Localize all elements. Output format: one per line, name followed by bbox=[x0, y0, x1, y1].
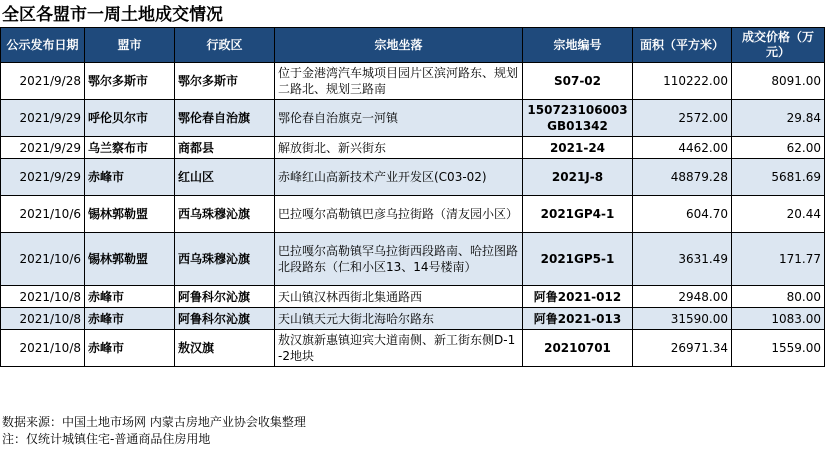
cell-location: 天山镇汉林西街北集通路西 bbox=[275, 286, 523, 308]
cell-price: 8091.00 bbox=[732, 63, 825, 100]
cell-location: 位于金港湾汽车城项目园片区滨河路东、规划二路北、规划三路南 bbox=[275, 63, 523, 100]
land-transactions-table bbox=[0, 27, 825, 367]
cell-date: 2021/9/28 bbox=[1, 63, 85, 100]
cell-price: 20.44 bbox=[732, 196, 825, 233]
cell-city: 锡林郭勒盟 bbox=[85, 233, 175, 286]
table-row bbox=[1, 159, 825, 196]
cell-code: 20210701 bbox=[523, 330, 633, 367]
cell-city: 赤峰市 bbox=[85, 286, 175, 308]
cell-district: 商都县 bbox=[175, 137, 275, 159]
cell-city: 呼伦贝尔市 bbox=[85, 100, 175, 137]
cell-area: 4462.00 bbox=[633, 137, 732, 159]
table-header-row bbox=[1, 28, 825, 63]
cell-location: 解放街北、新兴街东 bbox=[275, 137, 523, 159]
cell-price: 80.00 bbox=[732, 286, 825, 308]
cell-price: 29.84 bbox=[732, 100, 825, 137]
data-source-note: 数据来源：中国土地市场网 内蒙古房地产业协会收集整理 bbox=[2, 415, 306, 429]
cell-city: 赤峰市 bbox=[85, 308, 175, 330]
cell-area: 2572.00 bbox=[633, 100, 732, 137]
cell-district: 阿鲁科尔沁旗 bbox=[175, 308, 275, 330]
cell-area: 3631.49 bbox=[633, 233, 732, 286]
cell-city: 鄂尔多斯市 bbox=[85, 63, 175, 100]
cell-location: 鄂伦春自治旗克一河镇 bbox=[275, 100, 523, 137]
cell-code: 2021J-8 bbox=[523, 159, 633, 196]
footnote: 注：仅统计城镇住宅-普通商品住房用地 bbox=[2, 432, 211, 446]
cell-code: 2021-24 bbox=[523, 137, 633, 159]
cell-area: 604.70 bbox=[633, 196, 732, 233]
cell-district: 鄂尔多斯市 bbox=[175, 63, 275, 100]
cell-city: 赤峰市 bbox=[85, 159, 175, 196]
cell-date: 2021/10/8 bbox=[1, 308, 85, 330]
page-title: 全区各盟市一周土地成交情况 bbox=[2, 5, 223, 25]
header-date: 公示发布日期 bbox=[1, 28, 85, 63]
cell-area: 31590.00 bbox=[633, 308, 732, 330]
cell-price: 5681.69 bbox=[732, 159, 825, 196]
cell-district: 鄂伦春自治旗 bbox=[175, 100, 275, 137]
table-row bbox=[1, 233, 825, 286]
cell-district: 西乌珠穆沁旗 bbox=[175, 233, 275, 286]
table-row bbox=[1, 196, 825, 233]
cell-code: 阿鲁2021-013 bbox=[523, 308, 633, 330]
cell-code: 2021GP5-1 bbox=[523, 233, 633, 286]
cell-date: 2021/10/8 bbox=[1, 286, 85, 308]
header-location: 宗地坐落 bbox=[275, 28, 523, 63]
cell-area: 2948.00 bbox=[633, 286, 732, 308]
header-district: 行政区 bbox=[175, 28, 275, 63]
cell-location: 巴拉嘎尔高勒镇罕乌拉街西段路南、哈拉图路北段路东（仁和小区13、14号楼南） bbox=[275, 233, 523, 286]
cell-location: 天山镇天元大街北海哈尔路东 bbox=[275, 308, 523, 330]
cell-location: 敖汉旗新惠镇迎宾大道南侧、新工街东侧D-1-2地块 bbox=[275, 330, 523, 367]
cell-city: 乌兰察布市 bbox=[85, 137, 175, 159]
cell-date: 2021/10/6 bbox=[1, 196, 85, 233]
cell-district: 红山区 bbox=[175, 159, 275, 196]
table-row bbox=[1, 286, 825, 308]
cell-price: 1083.00 bbox=[732, 308, 825, 330]
cell-date: 2021/9/29 bbox=[1, 159, 85, 196]
cell-city: 锡林郭勒盟 bbox=[85, 196, 175, 233]
cell-date: 2021/9/29 bbox=[1, 100, 85, 137]
cell-area: 26971.34 bbox=[633, 330, 732, 367]
cell-date: 2021/9/29 bbox=[1, 137, 85, 159]
cell-district: 敖汉旗 bbox=[175, 330, 275, 367]
cell-code: S07-02 bbox=[523, 63, 633, 100]
header-code: 宗地编号 bbox=[523, 28, 633, 63]
table-row bbox=[1, 63, 825, 100]
cell-price: 171.77 bbox=[732, 233, 825, 286]
cell-code: 阿鲁2021-012 bbox=[523, 286, 633, 308]
cell-code: 150723106003GB01342 bbox=[523, 100, 633, 137]
cell-date: 2021/10/8 bbox=[1, 330, 85, 367]
cell-area: 110222.00 bbox=[633, 63, 732, 100]
table-row bbox=[1, 330, 825, 367]
cell-price: 1559.00 bbox=[732, 330, 825, 367]
cell-district: 阿鲁科尔沁旗 bbox=[175, 286, 275, 308]
cell-district: 西乌珠穆沁旗 bbox=[175, 196, 275, 233]
cell-code: 2021GP4-1 bbox=[523, 196, 633, 233]
cell-price: 62.00 bbox=[732, 137, 825, 159]
cell-location: 赤峰红山高新技术产业开发区(C03-02) bbox=[275, 159, 523, 196]
header-area: 面积（平方米） bbox=[633, 28, 732, 63]
cell-area: 48879.28 bbox=[633, 159, 732, 196]
cell-date: 2021/10/6 bbox=[1, 233, 85, 286]
table-row bbox=[1, 308, 825, 330]
header-city: 盟市 bbox=[85, 28, 175, 63]
cell-city: 赤峰市 bbox=[85, 330, 175, 367]
table-row bbox=[1, 137, 825, 159]
cell-location: 巴拉嘎尔高勒镇巴彦乌拉街路（清友园小区） bbox=[275, 196, 523, 233]
table-row bbox=[1, 100, 825, 137]
header-price: 成交价格（万元） bbox=[732, 28, 825, 63]
